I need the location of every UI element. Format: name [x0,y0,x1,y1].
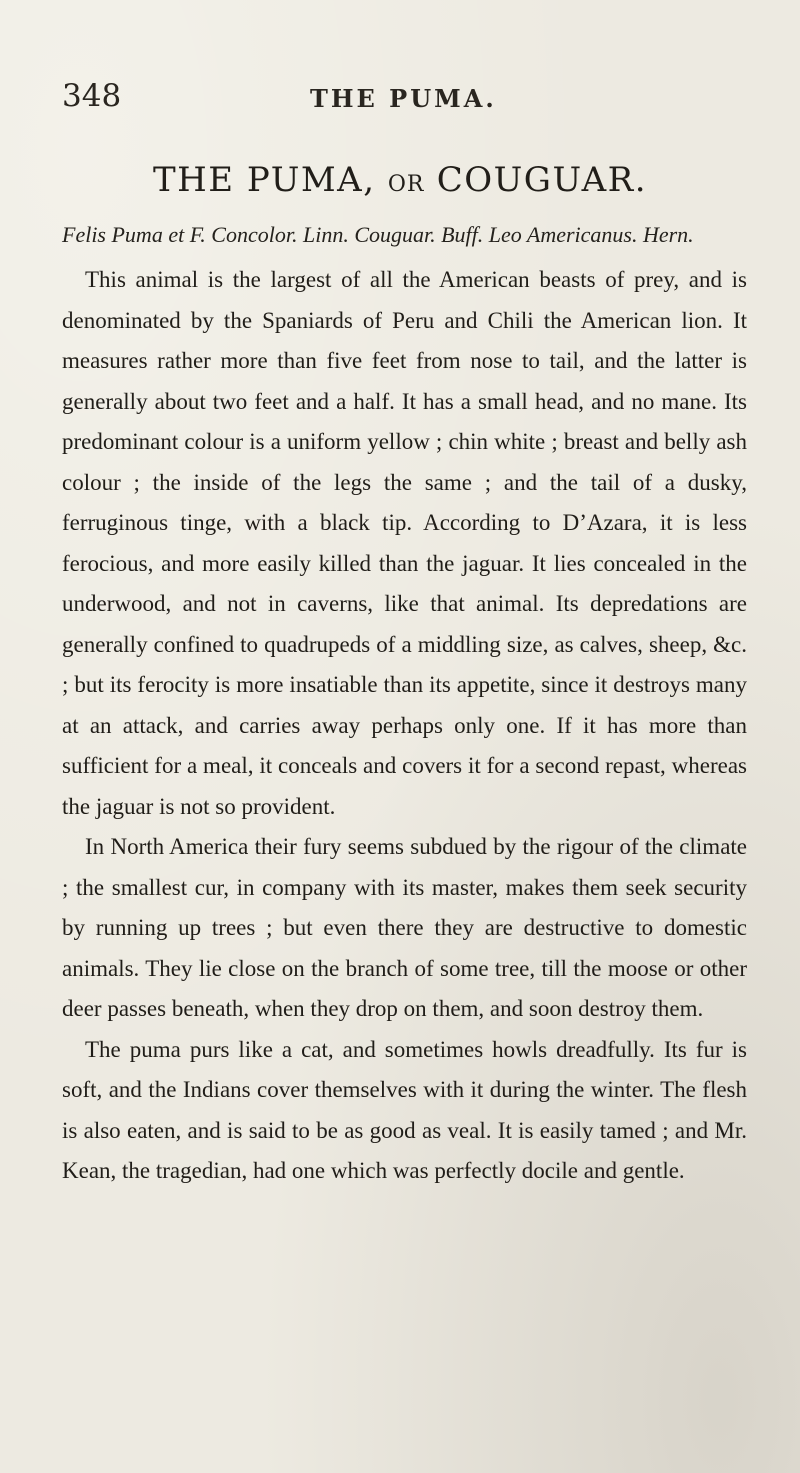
paragraph-2: In North America their fury seems subdued by the rigour of the climate ; the smallest cur, in company with its master, makes them seek security by running up trees ; but even there they are destructive to domestic animals. They lie close on the branch of some tree, till the moose or other deer passes beneath, when they drop on them, and soon destroy them. [62,834,747,1021]
title-part-1: THE PUMA, [152,160,376,200]
running-head [62,78,738,118]
scientific-synonyms: Felis Puma et F. Concolor. Linn. Couguar. Buff. Leo Americanus. Hern. [62,222,694,247]
title-part-2: COUGUAR. [436,160,648,200]
running-title: THE PUMA. [310,84,497,113]
title-or: OR [387,172,425,197]
paragraph-3: The puma purs like a cat, and sometimes howls dreadfully. Its fur is soft, and the Indians cover themselves with it during the winter. The flesh is also eaten, and is said to be as good as veal. It is easily tamed ; and Mr. Kean, the tragedian, had one which was perfectly docile and gentle. [62,1036,747,1183]
article-title [0,160,800,200]
page-number: 348 [62,78,122,114]
article-body [62,260,747,1192]
paragraph-1: This animal is the largest of all the American beasts of prey, and is denominated by the Spaniards of Peru and Chili the American lion. It measures rather more than five feet from nose to tail, and the latter is generally about two feet and a half. It has a small head, and no mane. Its predominant colour is a uniform yellow ; chin white ; breast and belly ash colour ; the inside of the legs the same ; and the tail of a dusky, ferruginous tinge, with a black tip. According to D’Azara, it is less ferocious, and more easily killed than the jaguar. It lies concealed in the underwood, and not in caverns, like that animal. Its depredations are generally confined to quadrupeds of a middling size, as calves, sheep, &c. ; but its ferocity is more insatiable than its appetite, since it destroys many at an attack, and carries away perhaps only one. If it has more than sufficient for a meal, it conceals and covers it for a second repast, whereas the jaguar is not so provident. [62,267,747,819]
